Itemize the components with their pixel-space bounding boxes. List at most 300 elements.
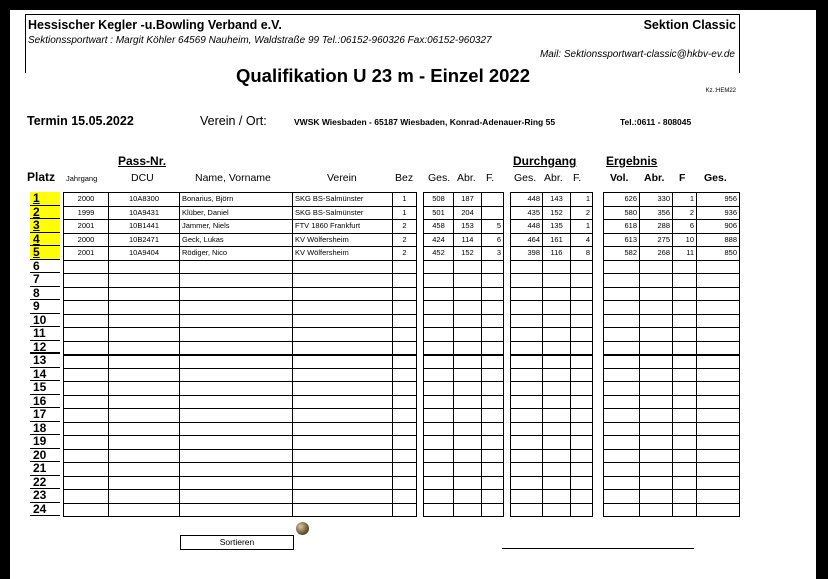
cell-verein	[293, 287, 393, 301]
score-sheet	[10, 10, 816, 579]
cell-abr	[454, 490, 482, 504]
platz-column	[30, 192, 60, 516]
cell-name	[180, 260, 293, 274]
cell-abr: 114	[454, 233, 482, 247]
cell-jahrgang	[64, 274, 109, 288]
cell-e_f	[673, 368, 697, 382]
table-row	[424, 449, 504, 463]
table-row	[64, 368, 417, 382]
cell-jahrgang	[64, 409, 109, 423]
cell-e_ges: 936	[697, 206, 740, 220]
cell-e_ges: 850	[697, 247, 740, 261]
table-row	[511, 382, 593, 396]
cell-d_abr	[543, 328, 571, 342]
platz-number	[30, 368, 60, 382]
cell-name	[180, 395, 293, 409]
cell-e_abr: 268	[640, 247, 673, 261]
cell-e_f: 11	[673, 247, 697, 261]
platz-number	[30, 300, 60, 314]
cell-d_f	[571, 301, 593, 315]
cell-jahrgang	[64, 503, 109, 517]
cell-abr: 204	[454, 206, 482, 220]
table-row	[604, 355, 740, 369]
cell-e_abr	[640, 422, 673, 436]
cell-jahrgang	[64, 301, 109, 315]
cell-verein	[293, 503, 393, 517]
cell-bez	[393, 368, 417, 382]
cell-bez	[393, 463, 417, 477]
table-row	[64, 287, 417, 301]
cell-e_abr: 275	[640, 233, 673, 247]
cell-vol	[604, 409, 640, 423]
cell-ges	[424, 287, 454, 301]
cell-e_abr: 356	[640, 206, 673, 220]
cell-bez	[393, 301, 417, 315]
cell-verein: KV Wölfersheim	[293, 233, 393, 247]
cell-e_f: 2	[673, 206, 697, 220]
cell-f	[482, 260, 504, 274]
cell-abr	[454, 382, 482, 396]
cell-bez	[393, 409, 417, 423]
platz-number	[30, 354, 60, 368]
table-row	[604, 476, 740, 490]
cell-name	[180, 463, 293, 477]
cell-d_ges	[511, 463, 543, 477]
cell-verein	[293, 490, 393, 504]
cell-e_f	[673, 314, 697, 328]
table-row	[424, 395, 504, 409]
table-row	[604, 409, 740, 423]
table-row	[511, 409, 593, 423]
cell-f: 5	[482, 220, 504, 234]
cell-abr	[454, 314, 482, 328]
table-row	[604, 247, 740, 261]
cell-f	[482, 436, 504, 450]
cell-e_f	[673, 395, 697, 409]
cell-vol: 626	[604, 193, 640, 207]
platz-number	[30, 435, 60, 449]
group-durchgang: Durchgang	[513, 154, 577, 168]
cell-e_ges	[697, 274, 740, 288]
cell-bez	[393, 382, 417, 396]
platz-number	[30, 260, 60, 274]
cell-ges	[424, 409, 454, 423]
cell-verein	[293, 449, 393, 463]
platz-number	[30, 233, 60, 247]
table-row	[511, 247, 593, 261]
cell-vol	[604, 274, 640, 288]
cell-ges	[424, 422, 454, 436]
cell-e_ges	[697, 422, 740, 436]
cell-f	[482, 422, 504, 436]
table-row	[64, 314, 417, 328]
cell-d_abr	[543, 287, 571, 301]
cell-d_f	[571, 260, 593, 274]
ergebnis-table	[603, 192, 740, 517]
cell-dcu: 10A8300	[109, 193, 180, 207]
cell-ges	[424, 382, 454, 396]
cell-e_f	[673, 287, 697, 301]
sort-button[interactable]: Sortieren	[180, 535, 294, 550]
cell-d_ges	[511, 503, 543, 517]
table-row	[64, 301, 417, 315]
cell-d_ges: 448	[511, 220, 543, 234]
platz-label: 23	[33, 488, 47, 502]
cell-abr	[454, 395, 482, 409]
cell-dcu	[109, 314, 180, 328]
table-row	[64, 422, 417, 436]
cell-abr	[454, 301, 482, 315]
cell-bez: 1	[393, 206, 417, 220]
ball-icon[interactable]	[296, 522, 309, 535]
cell-abr	[454, 503, 482, 517]
col-abr: Abr.	[457, 172, 476, 184]
cell-name	[180, 274, 293, 288]
cell-ges	[424, 490, 454, 504]
cell-e_abr	[640, 463, 673, 477]
cell-e_abr	[640, 409, 673, 423]
cell-verein	[293, 422, 393, 436]
cell-vol: 613	[604, 233, 640, 247]
cell-ges	[424, 260, 454, 274]
cell-jahrgang	[64, 368, 109, 382]
table-row	[511, 503, 593, 517]
table-row	[424, 193, 504, 207]
cell-abr	[454, 341, 482, 355]
cell-f	[482, 382, 504, 396]
cell-ges	[424, 368, 454, 382]
cell-e_ges: 906	[697, 220, 740, 234]
table-row	[64, 382, 417, 396]
table-row	[424, 476, 504, 490]
cell-dcu	[109, 274, 180, 288]
cell-e_f	[673, 476, 697, 490]
cell-bez	[393, 274, 417, 288]
cell-d_ges	[511, 382, 543, 396]
page-title: Qualifikation U 23 m - Einzel 2022	[235, 65, 531, 86]
table-row	[511, 476, 593, 490]
cell-abr: 187	[454, 193, 482, 207]
cell-e_abr	[640, 490, 673, 504]
cell-jahrgang	[64, 355, 109, 369]
cell-e_f	[673, 503, 697, 517]
player-table	[63, 192, 417, 517]
cell-e_f	[673, 260, 697, 274]
cell-name: Jammer, Niels	[180, 220, 293, 234]
cell-e_f	[673, 449, 697, 463]
cell-verein	[293, 260, 393, 274]
group-pass: Pass-Nr.	[118, 154, 167, 168]
cell-d_f	[571, 328, 593, 342]
table-row	[604, 422, 740, 436]
table-row	[511, 287, 593, 301]
durchgang-table	[510, 192, 593, 517]
cell-d_abr	[543, 355, 571, 369]
cell-bez	[393, 395, 417, 409]
cell-e_f	[673, 422, 697, 436]
cell-e_ges	[697, 463, 740, 477]
cell-name	[180, 436, 293, 450]
cell-vol	[604, 422, 640, 436]
table-row	[424, 422, 504, 436]
platz-number	[30, 287, 60, 301]
cell-dcu	[109, 449, 180, 463]
table-row	[511, 233, 593, 247]
table-row	[64, 193, 417, 207]
cell-d_ges: 398	[511, 247, 543, 261]
cell-f	[482, 503, 504, 517]
cell-d_f	[571, 476, 593, 490]
platz-label: 19	[33, 434, 47, 448]
cell-name	[180, 422, 293, 436]
cell-e_ges	[697, 260, 740, 274]
cell-e_abr	[640, 368, 673, 382]
cell-e_abr	[640, 274, 673, 288]
platz-label: 12	[33, 339, 47, 354]
cell-ges	[424, 503, 454, 517]
cell-e_abr	[640, 260, 673, 274]
cell-verein: SKG BS-Salmünster	[293, 193, 393, 207]
cell-d_ges	[511, 368, 543, 382]
cell-d_ges	[511, 260, 543, 274]
cell-d_f: 1	[571, 193, 593, 207]
cell-f	[482, 301, 504, 315]
cell-d_f	[571, 463, 593, 477]
platz-number	[30, 341, 60, 355]
cell-verein: FTV 1860 Frankfurt	[293, 220, 393, 234]
platz-number	[30, 408, 60, 422]
cell-dcu	[109, 368, 180, 382]
cell-e_f: 1	[673, 193, 697, 207]
cell-d_f	[571, 287, 593, 301]
cell-name: Klüber, Daniel	[180, 206, 293, 220]
table-row	[424, 247, 504, 261]
platz-label: 3	[33, 218, 40, 232]
platz-number	[30, 381, 60, 395]
cell-d_f	[571, 409, 593, 423]
cell-e_abr	[640, 395, 673, 409]
cell-dcu	[109, 382, 180, 396]
cell-d_ges	[511, 449, 543, 463]
cell-bez	[393, 436, 417, 450]
cell-e_ges	[697, 382, 740, 396]
cell-jahrgang: 1999	[64, 206, 109, 220]
cell-jahrgang	[64, 395, 109, 409]
org-name: Hessischer Kegler -u.Bowling Verband e.V.	[28, 18, 282, 32]
cell-e_abr: 330	[640, 193, 673, 207]
cell-d_ges	[511, 314, 543, 328]
col-e-ges: Ges.	[704, 172, 727, 184]
platz-label: 6	[33, 258, 40, 273]
platz-label: 22	[33, 474, 47, 489]
cell-abr	[454, 463, 482, 477]
cell-d_abr	[543, 503, 571, 517]
cell-d_f	[571, 274, 593, 288]
cell-d_ges	[511, 301, 543, 315]
cell-f	[482, 193, 504, 207]
table-row	[64, 436, 417, 450]
signature-line	[502, 548, 694, 549]
cell-name	[180, 503, 293, 517]
cell-e_ges	[697, 287, 740, 301]
cell-dcu: 10B2471	[109, 233, 180, 247]
table-row	[424, 436, 504, 450]
contact-line: Sektionssportwart : Margit Köhler 64569 Nauheim, Waldstraße 99 Tel.:06152-960326 Fax:06152-960327	[28, 35, 492, 46]
cell-d_f: 4	[571, 233, 593, 247]
cell-name	[180, 368, 293, 382]
cell-d_f	[571, 368, 593, 382]
cell-ges	[424, 328, 454, 342]
cell-e_ges	[697, 490, 740, 504]
cell-dcu	[109, 476, 180, 490]
cell-d_ges: 435	[511, 206, 543, 220]
cell-abr	[454, 328, 482, 342]
platz-label: 20	[33, 447, 47, 462]
cell-vol	[604, 287, 640, 301]
cell-dcu: 10A9431	[109, 206, 180, 220]
cell-jahrgang	[64, 463, 109, 477]
cell-name: Bonarius, Björn	[180, 193, 293, 207]
cell-vol	[604, 476, 640, 490]
table-row	[424, 274, 504, 288]
table-row	[604, 341, 740, 355]
col-e-abr: Abr.	[644, 172, 665, 184]
table-row	[424, 206, 504, 220]
table-row	[604, 260, 740, 274]
platz-label: 18	[33, 420, 47, 435]
platz-label: 17	[33, 407, 47, 421]
cell-dcu	[109, 422, 180, 436]
platz-label: 7	[33, 272, 40, 286]
cell-name	[180, 490, 293, 504]
table-row	[511, 301, 593, 315]
cell-f	[482, 395, 504, 409]
table-row	[604, 287, 740, 301]
cell-d_ges	[511, 422, 543, 436]
table-row	[511, 422, 593, 436]
cell-vol: 618	[604, 220, 640, 234]
cell-abr	[454, 409, 482, 423]
platz-label: 16	[33, 393, 47, 408]
table-row	[604, 328, 740, 342]
cell-f	[482, 341, 504, 355]
cell-e_f	[673, 409, 697, 423]
col-e-f: F	[679, 172, 686, 184]
cell-d_abr	[543, 395, 571, 409]
table-row	[64, 328, 417, 342]
cell-d_f	[571, 422, 593, 436]
col-verein: Verein	[327, 172, 357, 184]
cell-dcu: 10A9404	[109, 247, 180, 261]
table-row	[511, 260, 593, 274]
table-row	[511, 355, 593, 369]
cell-name	[180, 409, 293, 423]
cell-e_ges: 888	[697, 233, 740, 247]
platz-number	[30, 192, 60, 206]
cell-abr: 152	[454, 247, 482, 261]
table-row	[604, 193, 740, 207]
cell-e_f: 10	[673, 233, 697, 247]
cell-d_abr	[543, 314, 571, 328]
cell-vol	[604, 301, 640, 315]
cell-f	[482, 463, 504, 477]
cell-e_f	[673, 355, 697, 369]
cell-e_f	[673, 436, 697, 450]
col-f: F.	[486, 172, 495, 184]
cell-e_abr	[640, 341, 673, 355]
table-row	[424, 287, 504, 301]
col-jahrgang: Jahrgang	[66, 174, 98, 183]
cell-d_ges: 448	[511, 193, 543, 207]
cell-d_abr	[543, 301, 571, 315]
kz-code: Kz.:HEM22	[705, 88, 736, 94]
table-row	[604, 220, 740, 234]
table-row	[64, 247, 417, 261]
cell-jahrgang	[64, 287, 109, 301]
platz-label: 9	[33, 299, 40, 313]
platz-label: 21	[33, 461, 47, 475]
cell-dcu	[109, 436, 180, 450]
table-row	[511, 328, 593, 342]
cell-abr	[454, 260, 482, 274]
cell-dcu	[109, 301, 180, 315]
cell-dcu	[109, 287, 180, 301]
table-row	[511, 314, 593, 328]
cell-name	[180, 382, 293, 396]
table-row	[424, 409, 504, 423]
cell-ges	[424, 463, 454, 477]
cell-e_abr	[640, 503, 673, 517]
table-row	[604, 301, 740, 315]
cell-d_f	[571, 341, 593, 355]
col-name: Name, Vorname	[195, 172, 271, 184]
cell-bez	[393, 287, 417, 301]
cell-bez: 2	[393, 233, 417, 247]
cell-e_abr	[640, 436, 673, 450]
table-row	[604, 463, 740, 477]
cell-vol	[604, 463, 640, 477]
cell-d_f: 2	[571, 206, 593, 220]
cell-dcu	[109, 490, 180, 504]
cell-ges	[424, 449, 454, 463]
cell-verein	[293, 274, 393, 288]
cell-jahrgang	[64, 449, 109, 463]
cell-d_ges	[511, 287, 543, 301]
table-row	[511, 463, 593, 477]
table-row	[604, 233, 740, 247]
cell-d_ges	[511, 328, 543, 342]
cell-name: Geck, Lukas	[180, 233, 293, 247]
cell-ges	[424, 436, 454, 450]
cell-verein	[293, 476, 393, 490]
cell-vol	[604, 436, 640, 450]
cell-d_f	[571, 355, 593, 369]
table-row	[64, 490, 417, 504]
termin: Termin 15.05.2022	[27, 114, 134, 128]
verein-label: Verein / Ort:	[200, 114, 267, 128]
cell-bez	[393, 490, 417, 504]
cell-jahrgang	[64, 490, 109, 504]
table-row	[424, 233, 504, 247]
cell-d_f	[571, 436, 593, 450]
table-row	[604, 490, 740, 504]
table-row	[424, 463, 504, 477]
platz-label: 11	[33, 326, 46, 340]
cell-d_ges	[511, 436, 543, 450]
col-bez: Bez	[395, 172, 414, 184]
cell-abr: 153	[454, 220, 482, 234]
section-name: Sektion Classic	[643, 18, 736, 32]
